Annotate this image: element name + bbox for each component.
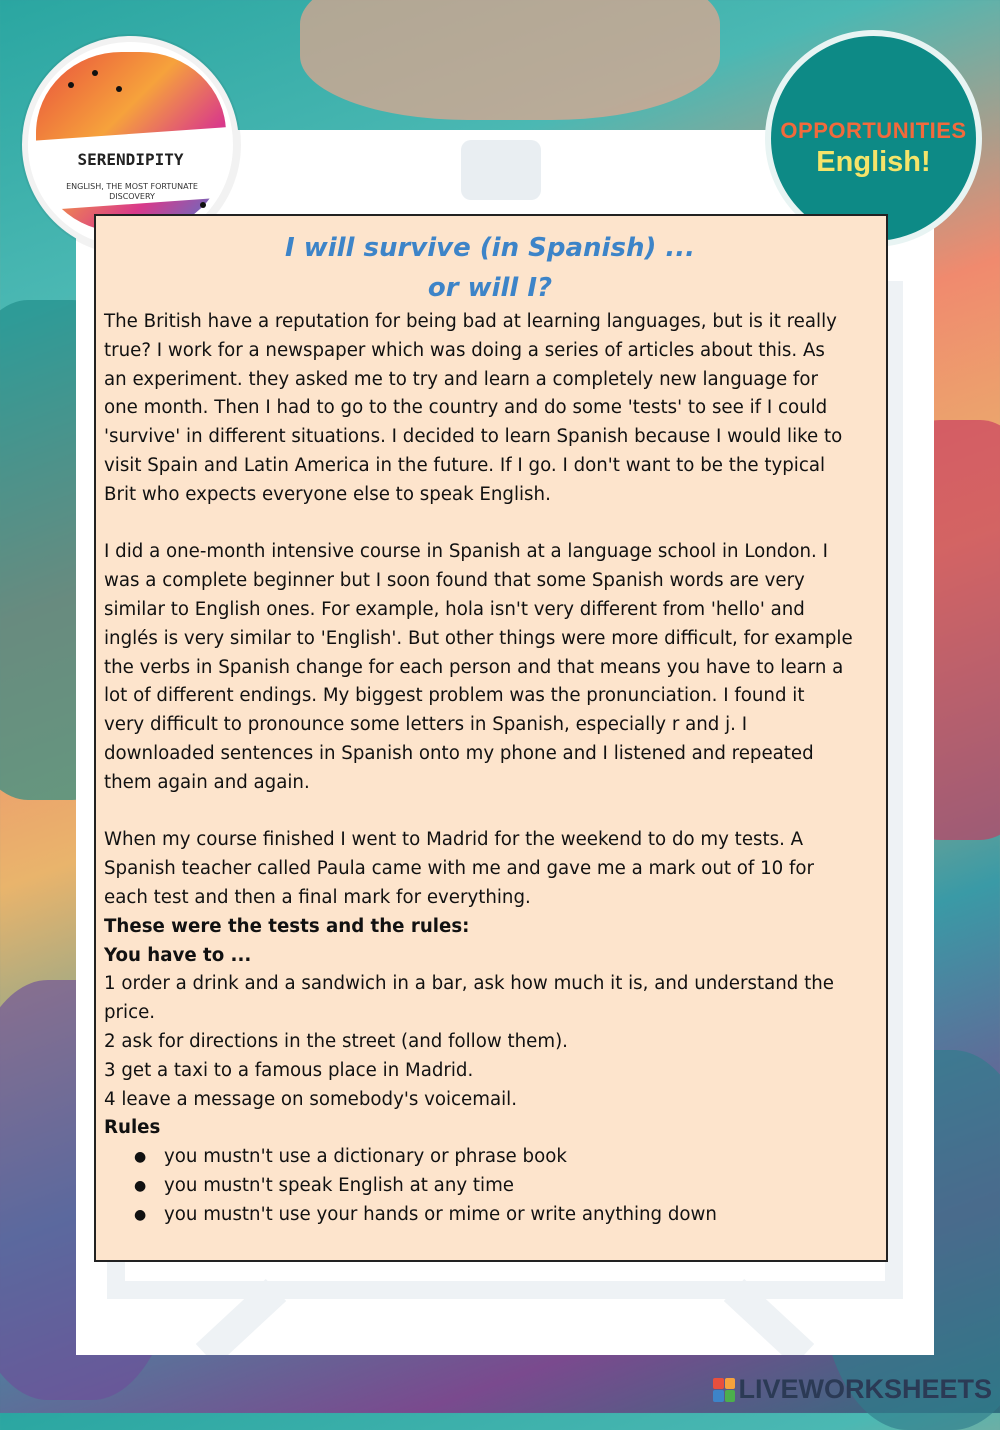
rule-item: ● you mustn't speak English at any time bbox=[134, 1172, 876, 1201]
logo-line-1: OPPORTUNITIES bbox=[780, 118, 967, 143]
logo-name: SERENDIPITY bbox=[77, 150, 184, 169]
article-title bbox=[104, 228, 876, 308]
text-line: very difficult to pronounce some letters in Spanish, especially r and j. I bbox=[104, 714, 748, 736]
logo-tagline: ENGLISH, THE MOST FORTUNATE DISCOVERY bbox=[66, 182, 198, 201]
text-line: visit Spain and Latin America in the future. If I go. I don't want to be the typical bbox=[104, 454, 826, 476]
rules-heading: Rules bbox=[104, 1117, 161, 1139]
test-line: 4 leave a message on somebody's voicemail. bbox=[104, 1088, 517, 1110]
text-line: inglés is very similar to 'English'. But other things were more difficult, for example bbox=[104, 627, 853, 649]
liveworksheets-icon bbox=[713, 1378, 735, 1402]
rule-item: ● you mustn't use your hands or mime or write anything down bbox=[134, 1201, 876, 1230]
text-line: an experiment. they asked me to try and learn a completely new language for bbox=[104, 368, 818, 390]
tests-heading: These were the tests and the rules: bbox=[104, 915, 470, 937]
watermark-text: LIVEWORKSHEETS bbox=[738, 1374, 992, 1404]
rules-list bbox=[104, 1143, 876, 1229]
text-line: The British have a reputation for being bad at learning languages, but is it really bbox=[104, 311, 837, 332]
paragraph-2 bbox=[104, 538, 876, 797]
test-line: 2 ask for directions in the street (and follow them). bbox=[104, 1030, 568, 1052]
paragraph-1 bbox=[104, 308, 876, 510]
text-line: each test and then a final mark for everything. bbox=[104, 886, 531, 908]
test-line: 3 get a taxi to a famous place in Madrid. bbox=[104, 1059, 474, 1081]
paragraph-3 bbox=[104, 826, 876, 912]
text-line: When my course finished I went to Madrid for the weekend to do my tests. A bbox=[104, 829, 804, 851]
logo-dot bbox=[116, 86, 122, 92]
logo-dot bbox=[200, 202, 206, 208]
title-line: I will survive (in Spanish) ... bbox=[284, 233, 696, 263]
text-line: the verbs in Spanish change for each person and that means you have to learn a bbox=[104, 656, 844, 678]
liveworksheets-watermark bbox=[713, 1374, 992, 1405]
text-line: them again and again. bbox=[104, 771, 310, 793]
rule-item: ● you mustn't use a dictionary or phrase book bbox=[134, 1143, 876, 1172]
test-line: price. bbox=[104, 1002, 156, 1024]
text-line: true? I work for a newspaper which was doing a series of articles about this. As bbox=[104, 339, 825, 361]
text-line: lot of different endings. My biggest problem was the pronunciation. I found it bbox=[104, 685, 805, 707]
tests-subheading: You have to ... bbox=[104, 944, 252, 966]
logo-dot bbox=[68, 82, 74, 88]
tests-section bbox=[104, 913, 876, 1230]
text-line: Brit who expects everyone else to speak English. bbox=[104, 483, 551, 505]
text-line: was a complete beginner but I soon found that some Spanish words are very bbox=[104, 570, 805, 592]
text-line: one month. Then I had to go to the country and do some 'tests' to see if I could bbox=[104, 397, 828, 419]
reading-text-box bbox=[94, 214, 888, 1262]
logo-dot bbox=[92, 70, 98, 76]
background-paint bbox=[300, 0, 720, 120]
text-line: similar to English ones. For example, hola isn't very different from 'hello' and bbox=[104, 598, 805, 620]
test-line: 1 order a drink and a sandwich in a bar, ask how much it is, and understand the bbox=[104, 973, 834, 995]
text-line: Spanish teacher called Paula came with me and gave me a mark out of 10 for bbox=[104, 858, 814, 880]
text-line: downloaded sentences in Spanish onto my phone and I listened and repeated bbox=[104, 742, 814, 764]
logo-line-2: English! bbox=[816, 146, 931, 178]
text-line: I did a one-month intensive course in Spanish at a language school in London. I bbox=[104, 541, 828, 563]
title-line: or will I? bbox=[427, 273, 553, 303]
text-line: 'survive' in different situations. I decided to learn Spanish because I would like to bbox=[104, 426, 843, 448]
